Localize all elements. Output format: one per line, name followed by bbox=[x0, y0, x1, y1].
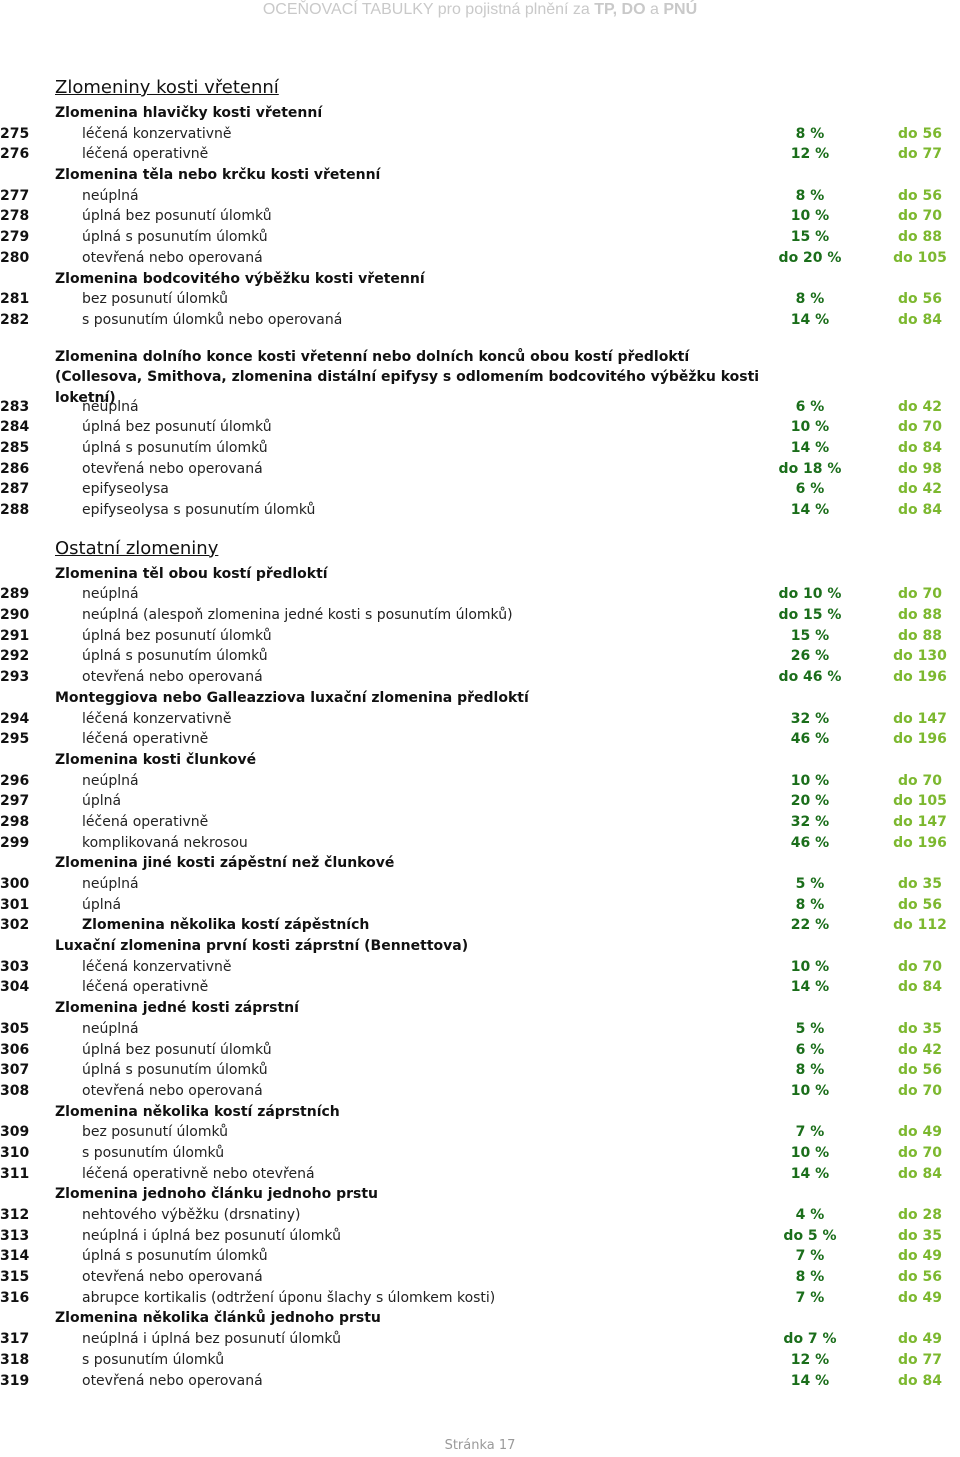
item-percent: 12 % bbox=[790, 1351, 830, 1368]
item-description: Zlomenina několika kostí zápěstních bbox=[82, 917, 370, 934]
item-percent: do 18 % bbox=[778, 460, 842, 477]
item-description: nehtového výběžku (drsnatiny) bbox=[82, 1207, 301, 1223]
table-row bbox=[0, 500, 960, 521]
group-heading bbox=[0, 103, 960, 124]
item-percent: 8 % bbox=[795, 291, 825, 308]
table-row bbox=[0, 459, 960, 480]
item-points: do 84 bbox=[898, 979, 942, 996]
item-points: do 196 bbox=[893, 731, 947, 748]
item-description: s posunutím úlomků nebo operovaná bbox=[82, 311, 343, 328]
table-row bbox=[0, 289, 960, 310]
item-description: úplná s posunutím úlomků bbox=[82, 648, 268, 665]
item-description: neúplná bbox=[82, 187, 139, 204]
item-description: abrupce kortikalis (odtržení úponu šlachy s úlomkem kosti) bbox=[82, 1289, 496, 1306]
item-points: do 77 bbox=[898, 146, 942, 163]
item-points: do 49 bbox=[898, 1289, 942, 1306]
item-number: 314 bbox=[0, 1248, 30, 1265]
item-percent: 26 % bbox=[790, 648, 830, 665]
item-description: neúplná bbox=[82, 772, 139, 789]
table-row bbox=[0, 417, 960, 438]
group-heading bbox=[0, 1184, 960, 1205]
table-row bbox=[0, 124, 960, 145]
group-spacer bbox=[0, 331, 960, 339]
table-row bbox=[0, 1267, 960, 1288]
item-points: do 130 bbox=[893, 648, 947, 665]
item-description: neúplná bbox=[82, 1020, 139, 1037]
item-points: do 35 bbox=[898, 876, 942, 892]
item-points: do 49 bbox=[898, 1248, 942, 1265]
group-heading bbox=[0, 347, 960, 406]
item-number: 279 bbox=[0, 229, 30, 246]
header-pnu: PNÚ bbox=[663, 1, 698, 18]
table-row bbox=[0, 1040, 960, 1061]
item-percent: 14 % bbox=[790, 439, 830, 456]
item-description: úplná s posunutím úlomků bbox=[82, 439, 268, 456]
item-points: do 98 bbox=[898, 460, 942, 477]
section-title-text: Ostatní zlomeniny bbox=[55, 537, 219, 559]
table-row bbox=[0, 438, 960, 459]
table-row bbox=[0, 915, 960, 936]
item-number: 297 bbox=[0, 793, 30, 810]
item-points: do 42 bbox=[898, 398, 942, 415]
item-number: 288 bbox=[0, 502, 30, 518]
item-points: do 49 bbox=[898, 1331, 942, 1348]
group-heading-text: Zlomenina jiné kosti zápěstní než člunkové bbox=[55, 855, 395, 872]
item-description: léčená operativně nebo otevřená bbox=[82, 1165, 315, 1182]
table-row bbox=[0, 186, 960, 207]
table-row bbox=[0, 1329, 960, 1350]
header-tp: TP, bbox=[594, 1, 618, 18]
item-percent: do 7 % bbox=[783, 1331, 837, 1348]
item-percent: 10 % bbox=[790, 772, 830, 789]
table-row bbox=[0, 479, 960, 500]
group-heading-text: Zlomenina hlavičky kosti vřetenní bbox=[55, 105, 323, 121]
item-percent: 12 % bbox=[790, 146, 830, 163]
item-number: 286 bbox=[0, 460, 30, 477]
item-description: epifyseolysa bbox=[82, 481, 169, 498]
item-number: 289 bbox=[0, 586, 30, 603]
table-row bbox=[0, 1060, 960, 1081]
item-description: otevřená nebo operovaná bbox=[82, 1082, 263, 1099]
item-number: 296 bbox=[0, 772, 30, 789]
item-percent: 10 % bbox=[790, 419, 830, 436]
item-number: 283 bbox=[0, 398, 30, 415]
table-row bbox=[0, 1288, 960, 1309]
item-number: 315 bbox=[0, 1269, 30, 1286]
item-number: 308 bbox=[0, 1082, 30, 1099]
section-title bbox=[0, 72, 960, 103]
table-row bbox=[0, 206, 960, 227]
item-points: do 88 bbox=[898, 229, 942, 246]
group-heading-text: Zlomenina bodcovitého výběžku kosti vřetenní bbox=[55, 270, 425, 287]
item-points: do 84 bbox=[898, 1372, 942, 1389]
item-number: 278 bbox=[0, 208, 30, 225]
item-percent: 5 % bbox=[795, 1020, 825, 1037]
group-heading bbox=[0, 998, 960, 1019]
item-number: 298 bbox=[0, 813, 30, 830]
table-row bbox=[0, 397, 960, 418]
item-description: neúplná (alespoň zlomenina jedné kosti s posunutím úlomků) bbox=[82, 607, 513, 624]
table-row bbox=[0, 1246, 960, 1267]
table-row bbox=[0, 1205, 960, 1226]
table-row bbox=[0, 729, 960, 750]
item-number: 309 bbox=[0, 1124, 30, 1141]
table-row bbox=[0, 646, 960, 667]
item-percent: 10 % bbox=[790, 958, 830, 975]
item-description: neúplná i úplná bez posunutí úlomků bbox=[82, 1227, 341, 1244]
item-points: do 70 bbox=[898, 958, 942, 975]
item-points: do 56 bbox=[898, 291, 942, 308]
item-percent: 20 % bbox=[790, 793, 830, 810]
group-heading bbox=[0, 165, 960, 186]
item-number: 285 bbox=[0, 439, 30, 456]
item-percent: do 20 % bbox=[778, 249, 842, 266]
item-number: 277 bbox=[0, 187, 30, 204]
item-number: 302 bbox=[0, 917, 30, 934]
item-percent: 14 % bbox=[790, 979, 830, 996]
item-description: otevřená nebo operovaná bbox=[82, 669, 263, 686]
item-points: do 56 bbox=[898, 125, 942, 142]
item-percent: 4 % bbox=[795, 1207, 825, 1223]
item-points: do 70 bbox=[898, 586, 942, 603]
item-number: 295 bbox=[0, 731, 30, 748]
item-percent: 10 % bbox=[790, 1144, 830, 1161]
item-percent: 6 % bbox=[795, 1041, 825, 1058]
item-number: 316 bbox=[0, 1289, 30, 1306]
group-heading-text: Luxační zlomenina první kosti záprstní (Bennettova) bbox=[55, 938, 469, 955]
table-row bbox=[0, 1350, 960, 1371]
item-description: otevřená nebo operovaná bbox=[82, 1269, 263, 1286]
header-a: a bbox=[645, 1, 664, 18]
item-points: do 56 bbox=[898, 187, 942, 204]
item-percent: 5 % bbox=[795, 876, 825, 892]
item-description: úplná bez posunutí úlomků bbox=[82, 1041, 272, 1058]
item-points: do 147 bbox=[893, 710, 947, 727]
table-row bbox=[0, 1019, 960, 1040]
item-percent: 15 % bbox=[790, 229, 830, 246]
group-heading bbox=[0, 853, 960, 874]
table-row bbox=[0, 667, 960, 688]
group-heading bbox=[0, 1102, 960, 1123]
item-percent: 7 % bbox=[795, 1289, 825, 1306]
group-heading-text: Zlomenina dolního konce kosti vřetenní nebo dolních konců obou kostí předloktí (Collesova, Smithova, zlomenina distální epifysy s odlomením bodcovitého výběžku kosti loketní) bbox=[55, 348, 760, 406]
table-row bbox=[0, 1081, 960, 1102]
table-row bbox=[0, 1371, 960, 1392]
item-description: komplikovaná nekrosou bbox=[82, 834, 248, 851]
table-row bbox=[0, 874, 960, 895]
item-number: 300 bbox=[0, 876, 30, 892]
table-row bbox=[0, 709, 960, 730]
item-description: otevřená nebo operovaná bbox=[82, 1372, 263, 1389]
group-heading-text: Zlomenina jednoho článku jednoho prstu bbox=[55, 1186, 379, 1203]
group-heading bbox=[0, 269, 960, 290]
item-description: léčená konzervativně bbox=[82, 958, 232, 975]
item-points: do 56 bbox=[898, 896, 942, 913]
item-description: léčená konzervativně bbox=[82, 125, 232, 142]
item-number: 304 bbox=[0, 979, 30, 996]
item-description: bez posunutí úlomků bbox=[82, 291, 229, 308]
item-number: 290 bbox=[0, 607, 30, 624]
item-percent: 8 % bbox=[795, 187, 825, 204]
table-row bbox=[0, 310, 960, 331]
item-description: úplná s posunutím úlomků bbox=[82, 1062, 268, 1079]
group-heading-text: Monteggiova nebo Galleazziova luxační zlomenina předloktí bbox=[55, 689, 529, 706]
item-description: otevřená nebo operovaná bbox=[82, 249, 263, 266]
item-number: 319 bbox=[0, 1372, 30, 1389]
table-row bbox=[0, 584, 960, 605]
table-row bbox=[0, 626, 960, 647]
header-do: DO bbox=[617, 1, 646, 18]
item-description: úplná s posunutím úlomků bbox=[82, 229, 268, 246]
item-description: léčená operativně bbox=[82, 979, 209, 996]
item-percent: 7 % bbox=[795, 1248, 825, 1265]
group-heading bbox=[0, 936, 960, 957]
item-points: do 56 bbox=[898, 1269, 942, 1286]
table-row bbox=[0, 977, 960, 998]
item-number: 284 bbox=[0, 419, 30, 436]
item-number: 303 bbox=[0, 958, 30, 975]
item-number: 276 bbox=[0, 146, 30, 163]
group-heading-text: Zlomenina těl obou kostí předloktí bbox=[55, 565, 328, 582]
item-description: neúplná i úplná bez posunutí úlomků bbox=[82, 1331, 341, 1348]
item-percent: 6 % bbox=[795, 398, 825, 415]
page-number: Stránka 17 bbox=[444, 1438, 516, 1453]
item-points: do 77 bbox=[898, 1351, 942, 1368]
item-points: do 88 bbox=[898, 627, 942, 644]
item-percent: 32 % bbox=[790, 710, 830, 727]
item-percent: do 15 % bbox=[778, 607, 842, 624]
item-points: do 28 bbox=[898, 1207, 942, 1223]
section-title bbox=[0, 533, 960, 564]
item-number: 312 bbox=[0, 1207, 30, 1223]
item-number: 281 bbox=[0, 291, 30, 308]
item-number: 310 bbox=[0, 1144, 30, 1161]
item-points: do 196 bbox=[893, 669, 947, 686]
item-points: do 56 bbox=[898, 1062, 942, 1079]
item-description: neúplná bbox=[82, 876, 139, 892]
item-description: úplná bez posunutí úlomků bbox=[82, 208, 272, 225]
item-number: 293 bbox=[0, 669, 30, 686]
group-heading-text: Zlomenina několika kostí záprstních bbox=[55, 1103, 340, 1120]
item-description: neúplná bbox=[82, 586, 139, 603]
item-points: do 42 bbox=[898, 1041, 942, 1058]
item-description: s posunutím úlomků bbox=[82, 1351, 225, 1368]
item-number: 291 bbox=[0, 627, 30, 644]
item-description: úplná bbox=[82, 793, 122, 810]
item-description: s posunutím úlomků bbox=[82, 1144, 225, 1161]
item-points: do 147 bbox=[893, 813, 947, 830]
table-row bbox=[0, 812, 960, 833]
group-heading-text: Zlomenina několika článků jednoho prstu bbox=[55, 1310, 381, 1327]
item-number: 280 bbox=[0, 249, 30, 266]
item-points: do 70 bbox=[898, 208, 942, 225]
item-number: 307 bbox=[0, 1062, 30, 1079]
item-number: 287 bbox=[0, 481, 30, 498]
table-row bbox=[0, 957, 960, 978]
item-points: do 35 bbox=[898, 1227, 942, 1244]
item-number: 282 bbox=[0, 311, 30, 328]
item-number: 294 bbox=[0, 710, 30, 727]
item-percent: 10 % bbox=[790, 208, 830, 225]
item-points: do 105 bbox=[893, 793, 947, 810]
item-number: 306 bbox=[0, 1041, 30, 1058]
item-points: do 84 bbox=[898, 502, 942, 518]
item-points: do 84 bbox=[898, 1165, 942, 1182]
item-percent: 46 % bbox=[790, 731, 830, 748]
group-heading bbox=[0, 1308, 960, 1329]
item-percent: 8 % bbox=[795, 1269, 825, 1286]
item-description: úplná bez posunutí úlomků bbox=[82, 419, 272, 436]
item-description: epifyseolysa s posunutím úlomků bbox=[82, 502, 316, 518]
table-row bbox=[0, 1226, 960, 1247]
item-number: 299 bbox=[0, 834, 30, 851]
item-points: do 70 bbox=[898, 772, 942, 789]
table-row bbox=[0, 791, 960, 812]
item-description: léčená operativně bbox=[82, 813, 209, 830]
item-description: bez posunutí úlomků bbox=[82, 1124, 229, 1141]
item-number: 318 bbox=[0, 1351, 30, 1368]
item-points: do 70 bbox=[898, 1144, 942, 1161]
table-row bbox=[0, 1122, 960, 1143]
item-points: do 35 bbox=[898, 1020, 942, 1037]
table-row bbox=[0, 144, 960, 165]
rating-table bbox=[0, 72, 960, 1391]
group-heading bbox=[0, 688, 960, 709]
item-percent: 14 % bbox=[790, 1372, 830, 1389]
table-row bbox=[0, 1164, 960, 1185]
header-prefix: OCEŇOVACÍ TABULKY pro pojistná plnění za bbox=[262, 1, 595, 18]
item-percent: 8 % bbox=[795, 896, 825, 913]
section-spacer bbox=[0, 521, 960, 533]
item-description: léčená operativně bbox=[82, 731, 209, 748]
item-number: 305 bbox=[0, 1020, 30, 1037]
item-number: 275 bbox=[0, 125, 30, 142]
item-description: léčená operativně bbox=[82, 146, 209, 163]
item-description: otevřená nebo operovaná bbox=[82, 460, 263, 477]
item-percent: do 5 % bbox=[783, 1227, 837, 1244]
table-row bbox=[0, 248, 960, 269]
item-points: do 84 bbox=[898, 311, 942, 328]
item-points: do 105 bbox=[893, 249, 947, 266]
item-number: 317 bbox=[0, 1331, 30, 1348]
table-row bbox=[0, 605, 960, 626]
item-percent: 7 % bbox=[795, 1124, 825, 1141]
item-percent: 14 % bbox=[790, 502, 830, 518]
item-percent: 15 % bbox=[790, 627, 830, 644]
item-points: do 70 bbox=[898, 1082, 942, 1099]
item-percent: 8 % bbox=[795, 1062, 825, 1079]
group-heading bbox=[0, 750, 960, 771]
item-description: léčená konzervativně bbox=[82, 710, 232, 727]
item-description: úplná bez posunutí úlomků bbox=[82, 627, 272, 644]
item-percent: do 10 % bbox=[778, 586, 842, 603]
item-points: do 112 bbox=[893, 917, 947, 934]
group-heading bbox=[0, 564, 960, 585]
item-percent: 46 % bbox=[790, 834, 830, 851]
item-percent: 14 % bbox=[790, 311, 830, 328]
item-percent: 8 % bbox=[795, 125, 825, 142]
table-row bbox=[0, 895, 960, 916]
group-heading-text: Zlomenina těla nebo krčku kosti vřetenní bbox=[55, 167, 381, 184]
table-row bbox=[0, 771, 960, 792]
item-description: neúplná bbox=[82, 398, 139, 415]
item-points: do 49 bbox=[898, 1124, 942, 1141]
group-heading-text: Zlomenina kosti člunkové bbox=[55, 751, 257, 768]
item-description: úplná bbox=[82, 896, 122, 913]
item-percent: 22 % bbox=[790, 917, 830, 934]
item-percent: 10 % bbox=[790, 1082, 830, 1099]
item-points: do 84 bbox=[898, 439, 942, 456]
group-heading-text: Zlomenina jedné kosti záprstní bbox=[55, 1000, 299, 1017]
section-title-text: Zlomeniny kosti vřetenní bbox=[55, 77, 279, 98]
item-number: 292 bbox=[0, 648, 30, 665]
table-row bbox=[0, 227, 960, 248]
item-points: do 88 bbox=[898, 607, 942, 624]
item-points: do 196 bbox=[893, 834, 947, 851]
item-number: 301 bbox=[0, 896, 30, 913]
item-description: úplná s posunutím úlomků bbox=[82, 1248, 268, 1265]
item-percent: 6 % bbox=[795, 481, 825, 498]
item-number: 313 bbox=[0, 1227, 30, 1244]
item-percent: 14 % bbox=[790, 1165, 830, 1182]
item-points: do 70 bbox=[898, 419, 942, 436]
table-row bbox=[0, 833, 960, 854]
table-row bbox=[0, 1143, 960, 1164]
page-header bbox=[0, 1, 960, 19]
item-percent: do 46 % bbox=[778, 669, 842, 686]
item-points: do 42 bbox=[898, 481, 942, 498]
item-percent: 32 % bbox=[790, 813, 830, 830]
item-number: 311 bbox=[0, 1165, 30, 1182]
